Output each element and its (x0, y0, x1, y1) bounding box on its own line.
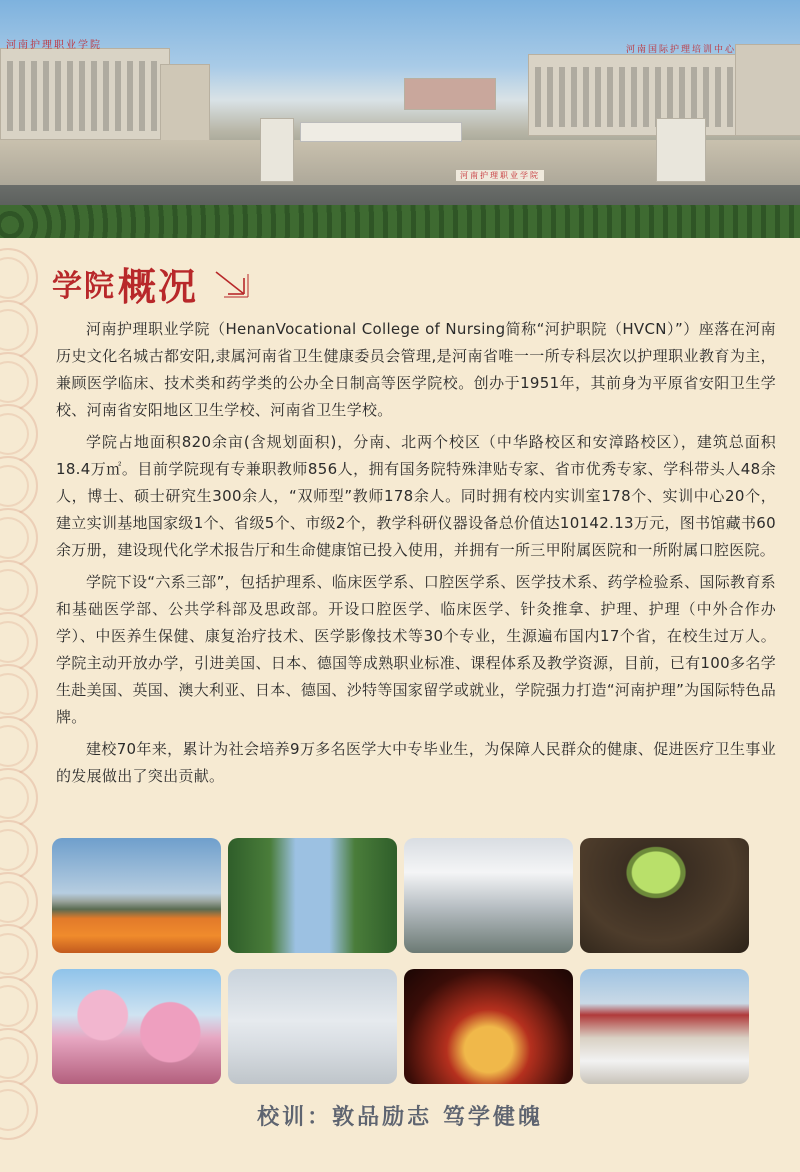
campus-screen-wall (300, 122, 462, 142)
building-left-wing (160, 64, 210, 142)
photo-life-health-hall (580, 838, 749, 953)
building-right (528, 54, 740, 136)
photo-stage-performance (404, 969, 573, 1084)
building-distant (404, 78, 496, 110)
paragraph-achievements: 建校70年来，累计为社会培养9万多名医学大中专毕业生，为保障人民群众的健康、促进医疗卫生事业的发展做出了突出贡献。 (56, 740, 776, 785)
intro-text (56, 316, 776, 795)
gate-sign: 河南护理职业学院 (456, 170, 544, 181)
section-heading (52, 262, 250, 309)
photo-tree-lined-road (228, 838, 397, 953)
building-right-wing (735, 44, 800, 136)
building-left (0, 48, 170, 140)
paragraph-facilities: 学院占地面积820余亩(含规划面积)，分南、北两个校区（中华路校区和安漳路校区），建筑总面积18.4万㎡。目前学院现有专兼职教师856人，拥有国务院特殊津贴专家、省市优秀专家、学科带头人48余人，博士、硕士研究生300余人，“双师型”教师178余人。同时拥有校内实训室178个、实训中心20个，建立实训基地国家级1个、省级5个、市级2个，教学科研仪器设备总价值达10142.13万元，图书馆藏书60余万册，建设现代化学术报告厅和生命健康馆已投入使用，并拥有一所三甲附属医院和一所附属口腔医院。 (56, 433, 776, 559)
diagonal-arrow-icon (212, 268, 250, 298)
heading-part2: 概况 (118, 263, 199, 309)
campus-sign-right: 河南国际护理培训中心 (626, 45, 737, 55)
gate-pillar-left (260, 118, 294, 182)
heading-part1: 学院 (52, 269, 116, 304)
paragraph-departments: 学院下设“六系三部”，包括护理系、临床医学系、口腔医学系、医学技术系、药学检验系、国际教育系和基础医学部、公共学科部及思政部。开设口腔医学、临床医学、针灸推拿、护理、护理（中外合作办学）、中医养生保健、康复治疗技术、医学影像技术等30个专业，生源遍布国内17个省，在校生过万人。学院主动开放办学，引进美国、日本、德国等成熟职业标准、课程体系及教学资源，目前，已有100多名学生赴美国、英国、澳大利亚、日本、德国、沙特等国家留学或就业，学院强力打造“河南护理”为国际特色品牌。 (56, 573, 776, 726)
photo-operating-room-training (404, 838, 573, 953)
campus-trees (0, 205, 800, 238)
paragraph-history: 河南护理职业学院（HenanVocational College of Nursing简称“河护职院（HVCN）”）座落在河南历史文化名城古都安阳,隶属河南省卫生健康委员会管理,是河南省唯一一所专科层次以护理职业教育为主，兼顾医学临床、技术类和药学类的公办全日制高等医学院校。创办于1951年，其前身为平原省安阳卫生学校、河南省安阳地区卫生学校、河南省卫生学校。 (56, 320, 776, 419)
school-motto: 校训：敦品励志 笃学健魄 (257, 1105, 543, 1130)
photo-nursing-students (580, 969, 749, 1084)
photo-flowers-campus (52, 838, 221, 953)
photo-peach-blossoms (52, 969, 221, 1084)
photo-snowy-willow (228, 969, 397, 1084)
campus-photo (0, 0, 800, 238)
gate-pillar-right (656, 118, 706, 182)
decorative-rings (0, 238, 40, 1172)
campus-sign-left: 河南护理职业学院 (6, 40, 102, 51)
